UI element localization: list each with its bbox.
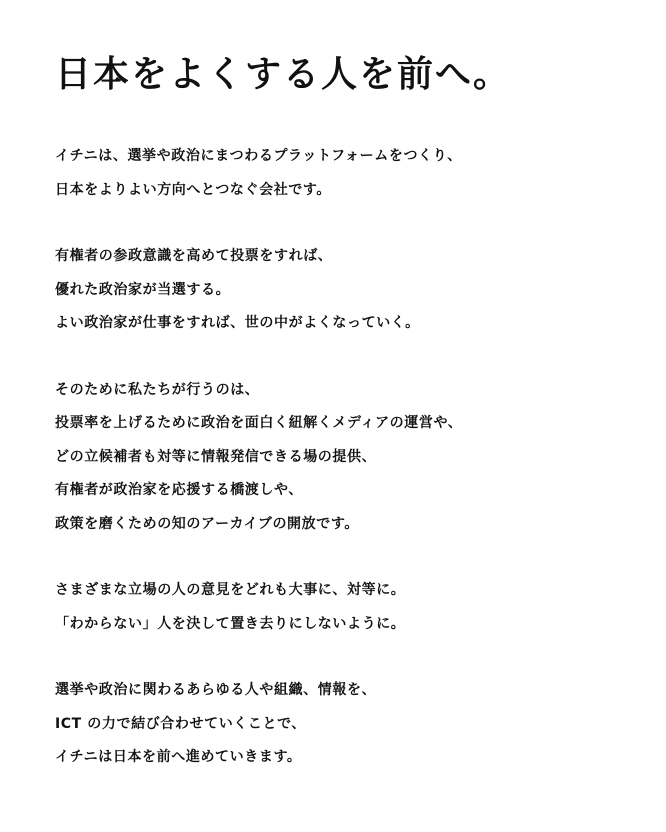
paragraph-values: [55, 574, 635, 641]
text-line: そのために私たちが行うのは、: [55, 381, 260, 398]
mission-statement: [55, 140, 635, 808]
text-line: イチニは日本を前へ進めていきます。: [55, 749, 302, 765]
page-title: 日本をよくする人を前へ。: [55, 54, 512, 95]
paragraph-conclusion: [55, 674, 635, 775]
text-line: よい政治家が仕事をすれば、世の中がよくなっていく。: [55, 315, 420, 331]
text-line: 投票率を上げるために政治を面白く紐解くメディアの運営や、: [55, 415, 463, 431]
text-line: さまざまな立場の人の意見をどれも大事に、対等に。: [55, 582, 406, 598]
text-line: どの立候補者も対等に情報発信できる場の提供、: [55, 448, 377, 465]
text-line: 有権者の参政意識を高めて投票をすれば、: [55, 248, 333, 264]
text-line: 政策を磨くための知のアーカイブの開放です。: [55, 515, 359, 532]
text-line: イチニは、選挙や政治にまつわるプラットフォームをつくり、: [55, 148, 462, 164]
text-line: 選挙や政治に関わるあらゆる人や組織、情報を、: [55, 682, 377, 698]
paragraph-activities: [55, 374, 635, 542]
text-line: 優れた政治家が当選する。: [55, 281, 231, 298]
text-line: ICT の力で結び合わせていくことで、: [55, 715, 307, 732]
text-line: 有権者が政治家を応援する橋渡しや、: [55, 482, 303, 498]
text-line: 日本をよりよい方向へとつなぐ会社です。: [55, 181, 331, 198]
paragraph-voting: [55, 240, 635, 341]
paragraph-intro: [55, 140, 635, 207]
text-line: 「わからない」人を決して置き去りにしないように。: [55, 615, 406, 632]
